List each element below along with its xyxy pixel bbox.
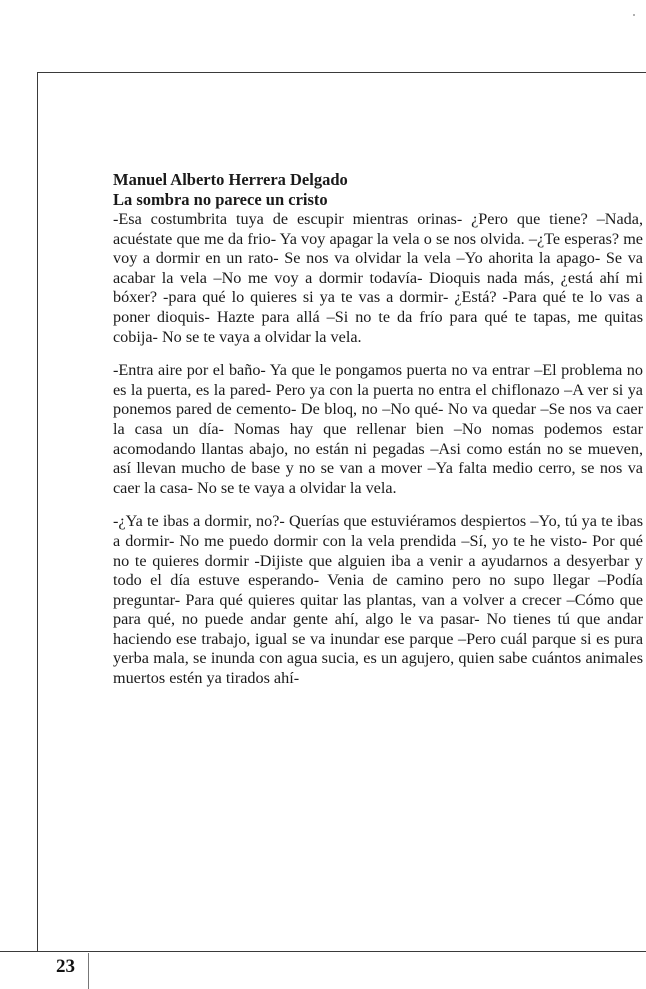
paragraph-2: -Entra aire por el baño- Ya que le pongamos puerta no va entrar –El problema no es la puerta, es la pared- Pero ya con la puerta no entra el chiflonazo –A ver si ya ponemos pared de cemento- De bloq, no –No qué- No va quedar –Se nos va caer la casa un día- Nomas hay que rellenar bien –No nomas podemos estar acomodando llantas abajo, no están ni pegadas –Asi como están no se mueven, así llevan mucho de base y no se van a mover –Ya falta medio cerro, se nos va caer la casa- No se te vaya a olvidar la vela. bbox=[113, 361, 643, 497]
paragraph-3: -¿Ya te ibas a dormir, no?- Querías que estuviéramos despiertos –Yo, tú ya te ibas a dormir- No me puedo dormir con la vela prendida –Sí, yo te he visto- Por qué no te quieres dormir -Dijiste que alguien iba a venir a ayudarnos a desyerbar y todo el día estuve esperando- Venia de camino pero no supo llegar –Podía preguntar- Para qué quieres quitar las plantas, van a volver a crecer –Cómo que para qué, no puede andar gente ahí, algo le va pasar- No tienes tú que andar haciendo ese trabajo, igual se va inundar ese parque –Pero cuál parque si es pura yerba mala, se inunda con agua sucia, es un agujero, quien sabe cuántos animales muertos estén ya tirados ahí- bbox=[113, 512, 643, 688]
page-number-separator bbox=[88, 953, 89, 989]
paragraph-1: -Esa costumbrita tuya de escupir mientras orinas- ¿Pero que tiene? –Nada, acuéstate que me da frio- Ya voy apagar la vela o se nos olvida. –¿Te esperas? me voy a dormir en un rato- Se nos va olvidar la vela –Yo ahorita la apago- Se va acabar la vela –No me voy a dormir todavía- Dioquis nada más, ¿está ahí mi bóxer? -para qué lo quieres si ya te vas a dormir- ¿Está? -Para qué te lo vas a poner dioquis- Hazte para allá –Si no te da frío para qué te tapas, me quitas cobija- No se te vaya a olvidar la vela. bbox=[113, 210, 643, 346]
story-title: La sombra no parece un cristo bbox=[113, 190, 328, 209]
frame-bottom-rule bbox=[0, 951, 646, 952]
article bbox=[113, 170, 643, 689]
author-name: Manuel Alberto Herrera Delgado bbox=[113, 170, 348, 189]
scan-speck bbox=[633, 14, 635, 16]
frame-left-rule bbox=[37, 72, 38, 952]
page-number: 23 bbox=[56, 956, 75, 977]
frame-top-rule bbox=[37, 72, 646, 73]
